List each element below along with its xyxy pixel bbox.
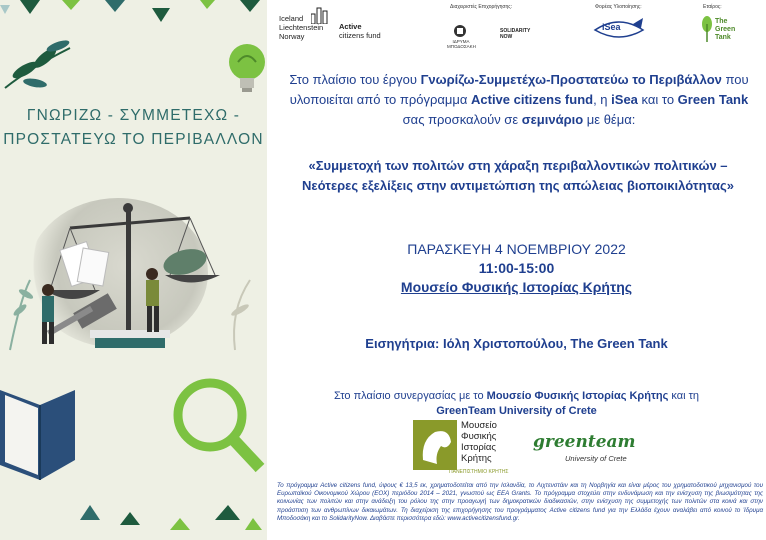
left-panel (0, 0, 267, 540)
speaker-line: Εισηγήτρια: Ιόλη Χριστοπούλου, The Green Tank (365, 336, 668, 351)
subject-line2: Νεότερες εξελίξεις στην αντιμετώπιση της απώλειας βιοποικιλότητας» (302, 178, 734, 193)
museum-logo (413, 420, 523, 476)
operator-caption: Διαχειριστές Επιχορήγησης: (450, 4, 513, 10)
implementer-caption: Φορέας Υλοποίησης: (595, 4, 642, 10)
museum-logo-text (461, 420, 497, 464)
museum-logo-line1: Μουσείο (461, 420, 497, 431)
left-title-line1: ΓΝΩΡΙΖΩ - ΣΥΜΜΕΤΕΧΩ - (26, 107, 241, 124)
event-venue-link[interactable]: Μουσείο Φυσικής Ιστορίας Κρήτης (400, 279, 633, 295)
bodossaki-icon (453, 24, 467, 38)
isea-logo-text: iSea (602, 22, 621, 32)
sponsor-logos (267, 4, 766, 52)
museum-logo-line4: Κρήτης (461, 453, 492, 464)
isea-name: iSea (611, 92, 638, 107)
program-name: Active citizens fund (471, 92, 594, 107)
intro-text-3: , η (593, 92, 612, 107)
partnership-text-2: και τη (668, 390, 700, 402)
invitation-content (267, 0, 766, 540)
acf-line1: Active (339, 22, 362, 31)
green-tank-line1: The (715, 18, 728, 25)
partner-caption: Εταίρος: (703, 4, 722, 10)
green-tank-line3: Tank (715, 34, 731, 41)
footer-disclaimer: Το πρόγραμμα Active citizens fund, ύψους € 13,5 εκ, χρηματοδοτείται από την Ισλανδία, το Λιχτενστάιν και τη Νορβηγία και είναι μέρος του χρηματοδοτικού μηχανισμού του Ευρωπαϊκού Οικονομικού Χώρου (ΕΟΧ) περιόδου 2014 – 2021, γνωστού ως EEA Grants. Το πρόγραμμα στοχεύει στην ενδυνάμωση και την ενίσχυση της βιωσιμότητας της κοινωνίας των πολιτών και στην ανάδειξη του ρόλου της στην προαγωγή των δημοκρατικών διαδικασιών, στην ενίσχυση της συμμετοχής των πολιτών στα κοινά και στην προάσπιση των ανθρωπίνων δικαιωμάτων. Τη διαχείριση της επιχορήγησης του προγράμματος Active citizens fund για την Ελλάδα έχουν αναλάβει από κοινού το Ίδρυμα Μποδοσάκη και το SolidarityNow. Διαβάστε περισσότερα εδώ: www.activecitizensfund.gr. (277, 482, 763, 522)
eea-line1: Iceland (279, 14, 304, 23)
solidarity-line1: SOLIDARITY (500, 28, 531, 34)
intro-text-4: και το (637, 92, 678, 107)
green-tank-line2: Green (715, 26, 736, 33)
bodossaki-logo (447, 39, 475, 49)
active-citizens-fund-logo (339, 22, 381, 40)
intro-text-1: Στο πλαίσιο του έργου (289, 72, 421, 87)
partnership-greenteam: GreenTeam University of Crete (436, 405, 597, 417)
event-date: ΠΑΡΑΣΚΕΥΗ 4 ΝΟΕΜΒΡΙΟΥ 2022 (407, 241, 626, 257)
greenteam-sub: University of Crete (565, 454, 627, 463)
partnership-text-1: Στο πλαίσιο συνεργασίας με το (333, 390, 487, 402)
intro-text-5: σας προσκαλούν σε (402, 112, 522, 127)
intro-text-2: που υλοποιείται από το πρόγραμμα (289, 72, 749, 107)
museum-logo-line2: Φυσικής (461, 431, 497, 442)
museum-logo-line3: Ιστορίας (461, 442, 496, 453)
top-triangle-border (0, 0, 267, 30)
museum-logo-sub: ΠΑΝΕΠΙΣΤΗΜΙΟ ΚΡΗΤΗΣ (449, 469, 509, 475)
event-time: 11:00-15:00 (478, 260, 555, 276)
greenteam-name: greenteam (533, 432, 636, 452)
justice-scale-illustration (0, 190, 267, 540)
project-name: Γνωρίζω-Συμμετέχω-Προστατεύω το Περιβάλλον (420, 72, 722, 87)
eea-bars-icon (311, 6, 331, 24)
subject-line1: «Συμμετοχή των πολιτών στη χάραξη περιβαλλοντικών πολιτικών – (308, 158, 728, 173)
eea-line2: Liechtenstein (279, 23, 324, 32)
bodossaki-line2: ΜΠΟΔΟΣΑΚΗ (447, 44, 476, 49)
solidarity-line2: NOW (500, 34, 513, 40)
greenteam-logo (533, 432, 643, 472)
bodossaki-line1: ΙΔΡΥΜΑ (452, 39, 470, 44)
partnership-text (267, 389, 766, 419)
solidarity-now-logo (500, 28, 530, 40)
left-title-line2: ΠΡΟΣΤΑΤΕΥΩ ΤΟ ΠΕΡΙΒΑΛΛΟΝ (3, 131, 264, 148)
event-details (267, 240, 766, 297)
intro-text-6: με θέμα: (583, 112, 636, 127)
seminar-subject (275, 156, 761, 196)
seminar-word: σεμινάριο (521, 112, 584, 127)
acf-line2: citizens fund (339, 31, 381, 40)
green-tank-logo (715, 18, 735, 42)
green-tank-leaf-icon (699, 14, 715, 44)
museum-emblem-icon (413, 420, 457, 470)
lightbulb-icon (220, 40, 267, 100)
leaf-branch-icon (0, 28, 80, 98)
intro-paragraph (279, 70, 759, 130)
eea-line3: Norway (279, 32, 305, 41)
greentank-name: Green Tank (677, 92, 749, 107)
left-title (0, 104, 267, 152)
partnership-museum: Μουσείο Φυσικής Ιστορίας Κρήτης (486, 390, 669, 402)
